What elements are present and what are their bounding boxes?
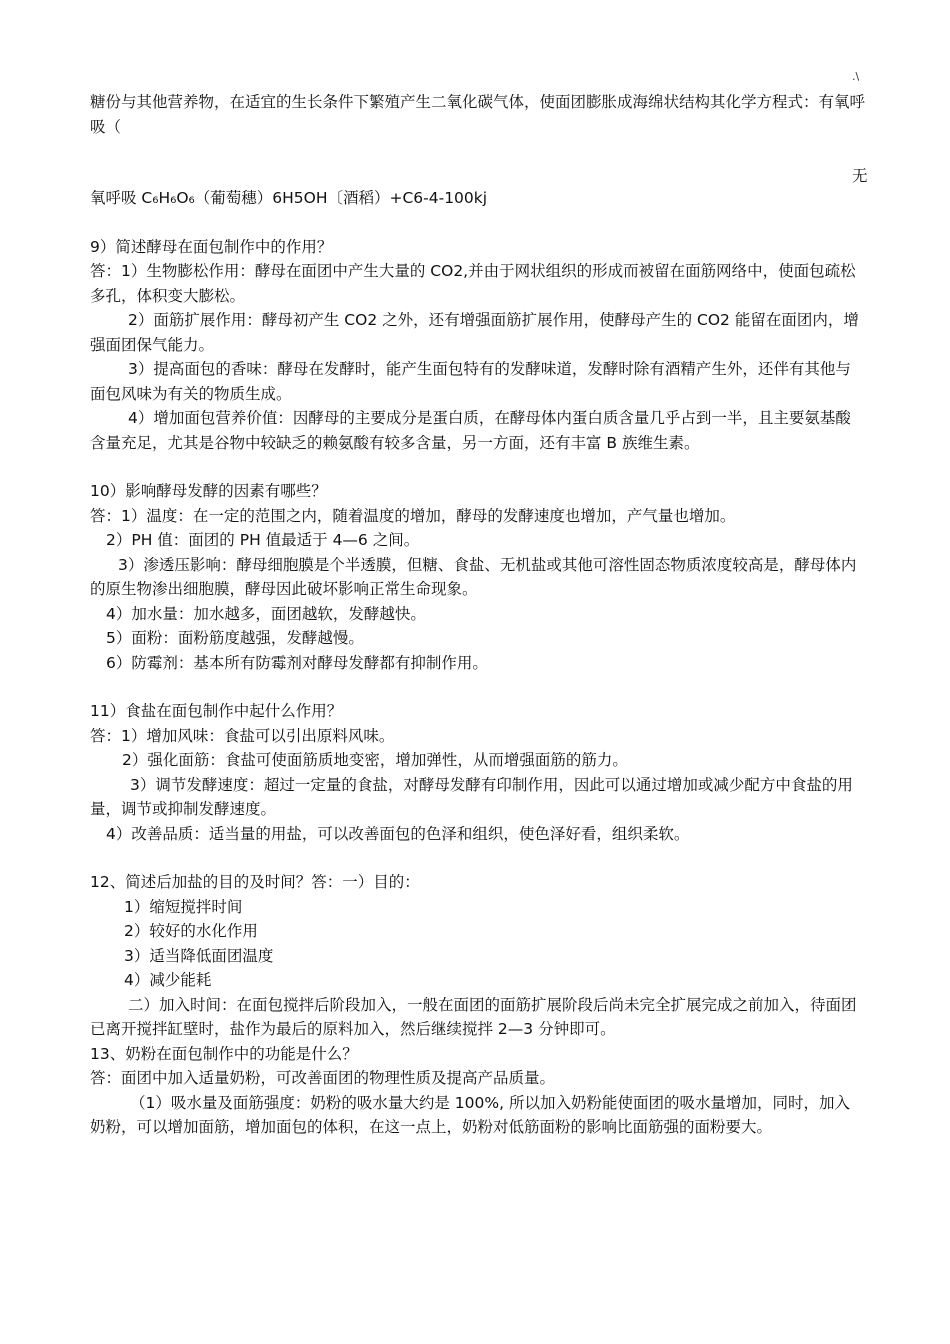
q11-answer-2: 2）强化面筋：食盐可使面筋质地变密，增加弹性，从而增强面筋的筋力。: [122, 751, 628, 769]
q12-item: 4）减少能耗: [124, 971, 212, 989]
anaerobic-equation: 氧呼吸 C₆H₆O₆（葡萄穗）6H5OH〔酒稻）+C6-4-100kj: [90, 189, 488, 207]
q10-answer-1: 答：1）温度：在一定的范围之内，随着温度的增加，酵母的发酵速度也增加，产气量也增加。: [90, 506, 736, 525]
question-10: 10）影响酵母发酵的因素有哪些？: [90, 482, 327, 500]
q11-answer-4: 4）改善品质：适当量的用盐，可以改善面包的色泽和组织，使色泽好看，组织柔软。: [106, 824, 690, 843]
q12-item: 2）较好的水化作用: [124, 922, 258, 940]
q9-answer-2: 2）面筋扩展作用：酵母初产生 CO2 之外，还有增强面筋扩展作用，使酵母产生的 CO2 能留在面团内，增强面团保气能力。: [90, 311, 859, 354]
q12-item: 1）缩短搅拌时间: [124, 897, 243, 916]
question-11: 11）食盐在面包制作中起什么作用？: [90, 702, 343, 720]
q12-time: 二）加入时间：在面包搅拌后阶段加入，一般在面团的面筋扩展阶段后尚未完全扩展完成之前加入，待面团已离开搅拌缸壁时，盐作为最后的原料加入，然后继续搅拌 2—3 分钟即可。: [90, 995, 857, 1038]
question-13: 13、奶粉在面包制作中的功能是什么？: [90, 1044, 358, 1063]
q10-answer-2: 2）PH 值：面团的 PH 值最适于 4—6 之间。: [106, 531, 420, 549]
q10-answer-5: 5）面粉：面粉筋度越强，发酵越慢。: [106, 629, 364, 647]
q10-answer-4: 4）加水量：加水越多，面团越软，发酵越快。: [106, 604, 426, 623]
q9-answer-4: 4）增加面包营养价值：因酵母的主要成分是蛋白质，在酵母体内蛋白质含量几乎占到一半，且主要氨基酸含量充足，尤其是谷物中较缺乏的赖氨酸有较多含量，另一方面，还有丰富 B 族维生素。: [90, 409, 851, 452]
question-12: 12、简述后加盐的目的及时间？答：一）目的：: [90, 873, 420, 891]
q9-answer-1: 答：1）生物膨松作用：酵母在面团中产生大量的 CO2,并由于网状组织的形成而被留在面筋网络中，使面包疏松多孔，体积变大膨松。: [90, 262, 856, 305]
corner-mark: .\: [852, 70, 860, 83]
q9-answer-3: 3）提高面包的香味：酵母在发酵时，能产生面包特有的发酵味道，发酵时除有酒精产生外，还伴有其他与面包风味为有关的物质生成。: [90, 360, 851, 403]
q13-answer-0: 答：面团中加入适量奶粉，可改善面团的物理性质及提高产品质量。: [90, 1069, 556, 1087]
question-9: 9）简述酵母在面包制作中的作用？: [90, 237, 333, 256]
q13-answer-1: （1）吸水量及面筋强度：奶粉的吸水量大约是 100%, 所以加入奶粉能使面团的吸水量增加，同时，加入奶粉，可以增加面筋，增加面包的体积，在这一点上，奶粉对低筋面粉的影响比面筋强的面粉要大。: [90, 1093, 850, 1136]
document-body: [90, 90, 865, 1140]
q10-answer-3: 3）渗透压影响：酵母细胞膜是个半透膜，但糖、食盐、无机盐或其他可溶性固态物质浓度较高是，酵母体内的原生物渗出细胞膜，酵母因此破坏影响正常生命现象。: [90, 555, 857, 598]
q11-answer-3: 3）调节发酵速度：超过一定量的食盐，对酵母发酵有印制作用，因此可以通过增加或减少配方中食盐的用量，调节或抑制发酵速度。: [90, 775, 853, 818]
intro-paragraph: 糖份与其他营养物，在适宜的生长条件下繁殖产生二氧化碳气体，使面团膨胀成海绵状结构其化学方程式：有氧呼吸（: [90, 93, 866, 136]
q12-item: 3）适当降低面团温度: [124, 946, 274, 965]
q10-answer-6: 6）防霉剂：基本所有防霉剂对酵母发酵都有抑制作用。: [106, 653, 488, 672]
q11-answer-1: 答：1）增加风味：食盐可以引出原料风味。: [90, 726, 395, 745]
margin-char-wu: 无: [852, 167, 868, 185]
